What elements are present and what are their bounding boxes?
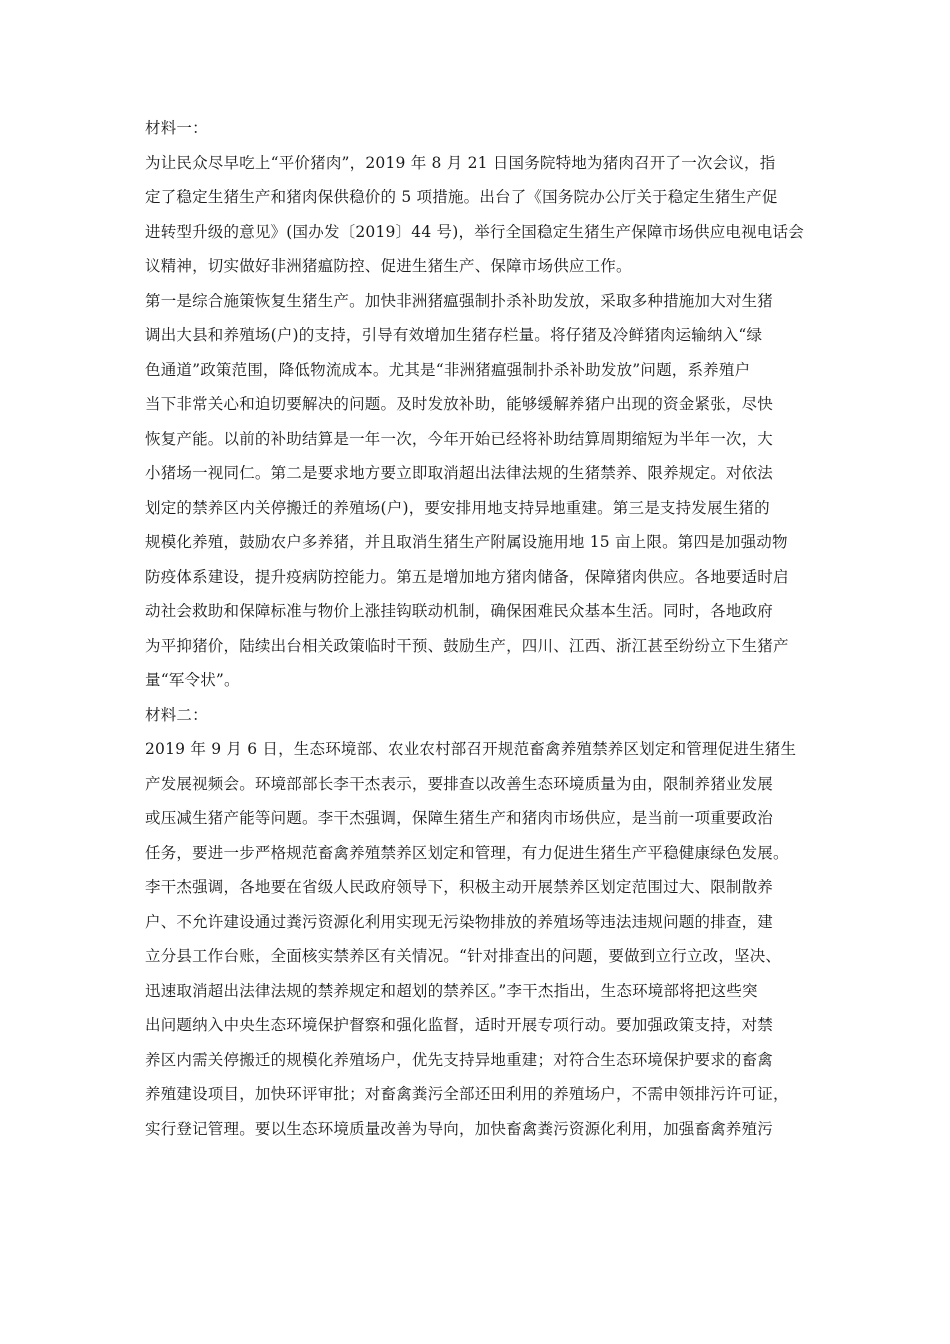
paragraph-line: 2019 年 9 月 6 日，生态环境部、农业农村部召开规范畜禽养殖禁养区划定和管理促进生猪生	[145, 740, 797, 758]
paragraph-line: 量“军令状”。	[145, 671, 240, 689]
paragraph-line: 恢复产能。以前的补助结算是一年一次，今年开始已经将补助结算周期缩短为半年一次，大	[145, 429, 774, 448]
paragraph-line: 户、不允许建设通过粪污资源化利用实现无污染物排放的养殖场等违法违规问题的排查，建	[145, 912, 774, 931]
paragraph-line: 划定的禁养区内关停搬迁的养殖场(户)，要安排用地支持异地重建。第三是支持发展生猪的	[145, 498, 770, 517]
paragraph-line: 动社会救助和保障标准与物价上涨挂钩联动机制，确保困难民众基本生活。同时，各地政府	[145, 602, 774, 620]
paragraph-line: 为让民众尽早吃上“平价猪肉”，2019 年 8 月 21 日国务院特地为猪肉召开了一次会议，指	[145, 153, 776, 172]
paragraph-line: 议精神，切实做好非洲猪瘟防控、促进生猪生产、保障市场供应工作。	[145, 257, 632, 275]
paragraph-line: 为平抑猪价，陆续出台相关政策临时干预、鼓励生产，四川、江西、浙江甚至纷纷立下生猪产	[145, 636, 789, 655]
paragraph-line: 李干杰强调，各地要在省级人民政府领导下，积极主动开展禁养区划定范围过大、限制散养	[145, 878, 774, 896]
paragraph-line: 迅速取消超出法律法规的禁养规定和超划的禁养区。”李干杰指出，生态环境部将把这些突	[145, 981, 758, 1000]
paragraph-line: 或压减生猪产能等问题。李干杰强调，保障生猪生产和猪肉市场供应，是当前一项重要政治	[145, 809, 774, 827]
paragraph-line: 色通道”政策范围，降低物流成本。尤其是“非洲猪瘟强制扑杀补助发放”问题，系养殖户	[145, 360, 751, 379]
paragraph-line: 实行登记管理。要以生态环境质量改善为导向，加快畜禽粪污资源化利用，加强畜禽养殖污	[145, 1119, 774, 1138]
paragraph-line: 进转型升级的意见》(国办发〔2019〕44 号)，举行全国稳定生猪生产保障市场供应电视电话会	[145, 222, 804, 241]
section-heading-material-1: 材料一：	[145, 119, 208, 137]
paragraph-line: 立分县工作台账，全面核实禁养区有关情况。“针对排查出的问题，要做到立行立改，坚决、	[145, 947, 782, 965]
paragraph-line: 养区内需关停搬迁的规模化养殖场户，优先支持异地重建；对符合生态环境保护要求的畜禽	[145, 1050, 774, 1069]
paragraph-line: 当下非常关心和迫切要解决的问题。及时发放补助，能够缓解养猪户出现的资金紧张，尽快	[145, 395, 774, 413]
paragraph-line: 第一是综合施策恢复生猪生产。加快非洲猪瘟强制扑杀补助发放，采取多种措施加大对生猪	[145, 291, 774, 310]
paragraph-line: 调出大县和养殖场(户)的支持，引导有效增加生猪存栏量。将仔猪及冷鲜猪肉运输纳入“绿	[145, 326, 763, 344]
document-body	[145, 111, 821, 1146]
section-heading-material-2: 材料二：	[145, 705, 208, 724]
paragraph-line: 养殖建设项目，加快环评审批；对畜禽粪污全部还田利用的养殖场户，不需申领排污许可证，	[145, 1085, 789, 1103]
paragraph-line: 出问题纳入中央生态环境保护督察和强化监督，适时开展专项行动。要加强政策支持，对禁	[145, 1016, 774, 1034]
paragraph-line: 任务，要进一步严格规范畜禽养殖禁养区划定和管理，有力促进生猪生产平稳健康绿色发展。	[145, 843, 789, 862]
paragraph-line: 定了稳定生猪生产和猪肉保供稳价的 5 项措施。出台了《国务院办公厅关于稳定生猪生产促	[145, 188, 778, 206]
paragraph-line: 产发展视频会。环境部部长李干杰表示，要排查以改善生态环境质量为由，限制养猪业发展	[145, 774, 774, 793]
paragraph-line: 规模化养殖，鼓励农户多养猪，并且取消生猪生产附属设施用地 15 亩上限。第四是加强动物	[145, 533, 788, 551]
paragraph-line: 防疫体系建设，提升疫病防控能力。第五是增加地方猪肉储备，保障猪肉供应。各地要适时启	[145, 567, 789, 586]
paragraph-line: 小猪场一视同仁。第二是要求地方要立即取消超出法律法规的生猪禁养、限养规定。对依法	[145, 464, 774, 482]
